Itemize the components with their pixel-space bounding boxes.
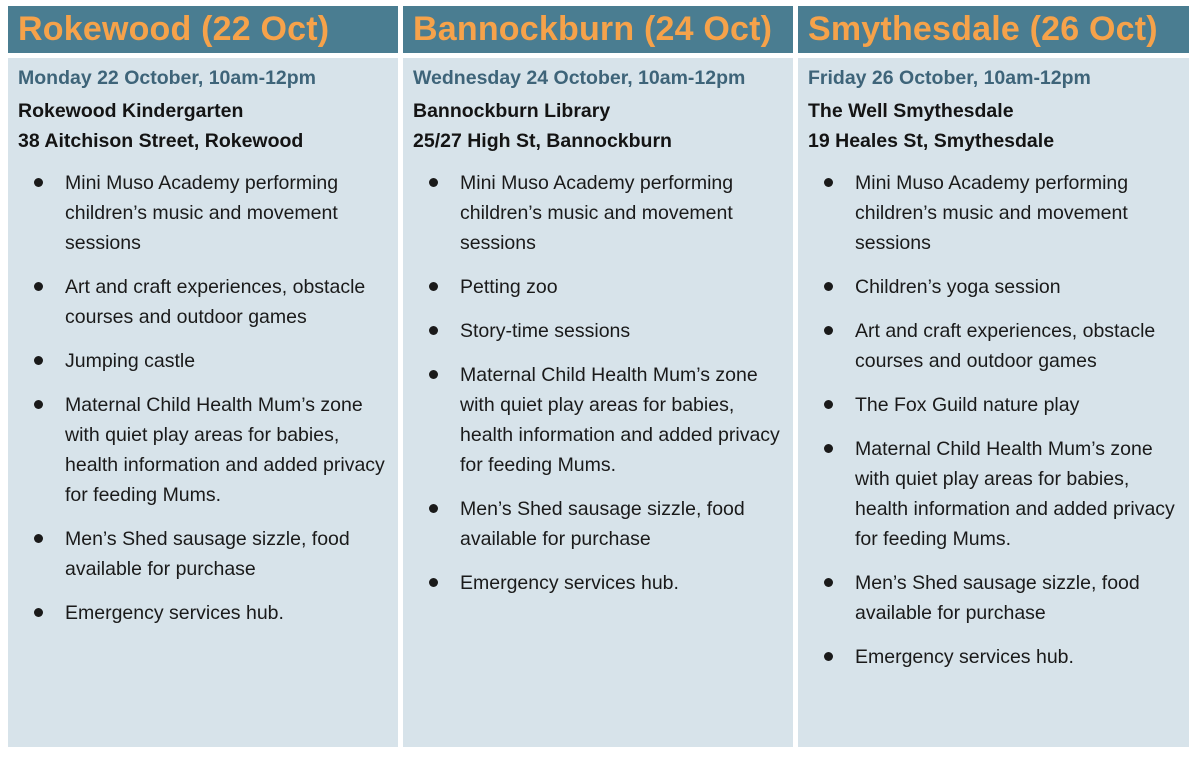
list-item (413, 272, 783, 302)
bullet-icon (824, 178, 833, 187)
list-item (808, 642, 1179, 672)
bullet-icon (824, 444, 833, 453)
list-item-text: Emergency services hub. (460, 572, 679, 594)
bullet-icon (34, 534, 43, 543)
bullet-icon (34, 282, 43, 291)
bullet-icon (429, 370, 438, 379)
list-item (413, 568, 783, 598)
list-item-text: Mini Muso Academy performing children’s music and movement sessions (65, 172, 339, 254)
bullet-icon (429, 282, 438, 291)
list-item (808, 272, 1179, 302)
activity-list (413, 168, 783, 598)
list-item (413, 494, 783, 554)
bullet-icon (34, 178, 43, 187)
list-item-text: Maternal Child Health Mum’s zone with quiet play areas for babies, health information and added privacy for feeding Mums. (460, 364, 780, 476)
list-item-text: Maternal Child Health Mum’s zone with quiet play areas for babies, health information and added privacy for feeding Mums. (855, 438, 1175, 550)
activity-list (808, 168, 1179, 672)
column-title: Rokewood (22 Oct) (8, 6, 398, 53)
column-title: Smythesdale (26 Oct) (798, 6, 1189, 53)
list-item (18, 524, 388, 584)
list-item (18, 598, 388, 628)
bullet-icon (824, 652, 833, 661)
list-item (413, 168, 783, 258)
list-item (413, 316, 783, 346)
list-item (18, 272, 388, 332)
bullet-icon (824, 400, 833, 409)
activity-list (18, 168, 388, 628)
list-item-text: Petting zoo (460, 276, 558, 298)
list-item-text: Art and craft experiences, obstacle courses and outdoor games (855, 320, 1156, 372)
list-item-text: Art and craft experiences, obstacle courses and outdoor games (65, 276, 366, 328)
list-item-text: Maternal Child Health Mum’s zone with quiet play areas for babies, health information and added privacy for feeding Mums. (65, 394, 385, 506)
column-body (798, 58, 1189, 747)
venue-address: 38 Aitchison Street, Rokewood (18, 130, 304, 152)
venue-address: 19 Heales St, Smythesdale (808, 130, 1055, 152)
venue-name: The Well Smythesdale (808, 100, 1014, 122)
list-item (808, 568, 1179, 628)
list-item (18, 346, 388, 376)
bullet-icon (824, 578, 833, 587)
list-item (808, 434, 1179, 554)
list-item-text: Children’s yoga session (855, 276, 1061, 298)
bullet-icon (429, 578, 438, 587)
list-item-text: Story-time sessions (460, 320, 631, 342)
bullet-icon (34, 356, 43, 365)
bullet-icon (824, 282, 833, 291)
column-body (8, 58, 398, 747)
event-schedule-table (8, 6, 1189, 747)
column-body (403, 58, 793, 747)
bullet-icon (429, 326, 438, 335)
list-item (413, 360, 783, 480)
column-title: Bannockburn (24 Oct) (403, 6, 793, 53)
list-item-text: Men’s Shed sausage sizzle, food available for purchase (855, 572, 1140, 624)
event-date: Wednesday 24 October, 10am-12pm (413, 67, 746, 89)
list-item-text: Emergency services hub. (855, 646, 1074, 668)
list-item (808, 390, 1179, 420)
column-smythesdale (798, 6, 1189, 747)
list-item-text: The Fox Guild nature play (855, 394, 1080, 416)
list-item (18, 168, 388, 258)
column-rokewood (8, 6, 398, 747)
venue-address: 25/27 High St, Bannockburn (413, 130, 672, 152)
event-date: Friday 26 October, 10am-12pm (808, 67, 1091, 89)
list-item (808, 316, 1179, 376)
list-item-text: Mini Muso Academy performing children’s music and movement sessions (855, 172, 1129, 254)
list-item-text: Mini Muso Academy performing children’s music and movement sessions (460, 172, 734, 254)
venue-name: Rokewood Kindergarten (18, 100, 244, 122)
event-date: Monday 22 October, 10am-12pm (18, 67, 317, 89)
list-item-text: Men’s Shed sausage sizzle, food available for purchase (460, 498, 745, 550)
list-item-text: Men’s Shed sausage sizzle, food available for purchase (65, 528, 350, 580)
list-item-text: Emergency services hub. (65, 602, 284, 624)
venue-name: Bannockburn Library (413, 100, 611, 122)
list-item (18, 390, 388, 510)
column-bannockburn (403, 6, 793, 747)
list-item (808, 168, 1179, 258)
bullet-icon (34, 400, 43, 409)
bullet-icon (824, 326, 833, 335)
bullet-icon (429, 504, 438, 513)
bullet-icon (429, 178, 438, 187)
list-item-text: Jumping castle (65, 350, 196, 372)
bullet-icon (34, 608, 43, 617)
